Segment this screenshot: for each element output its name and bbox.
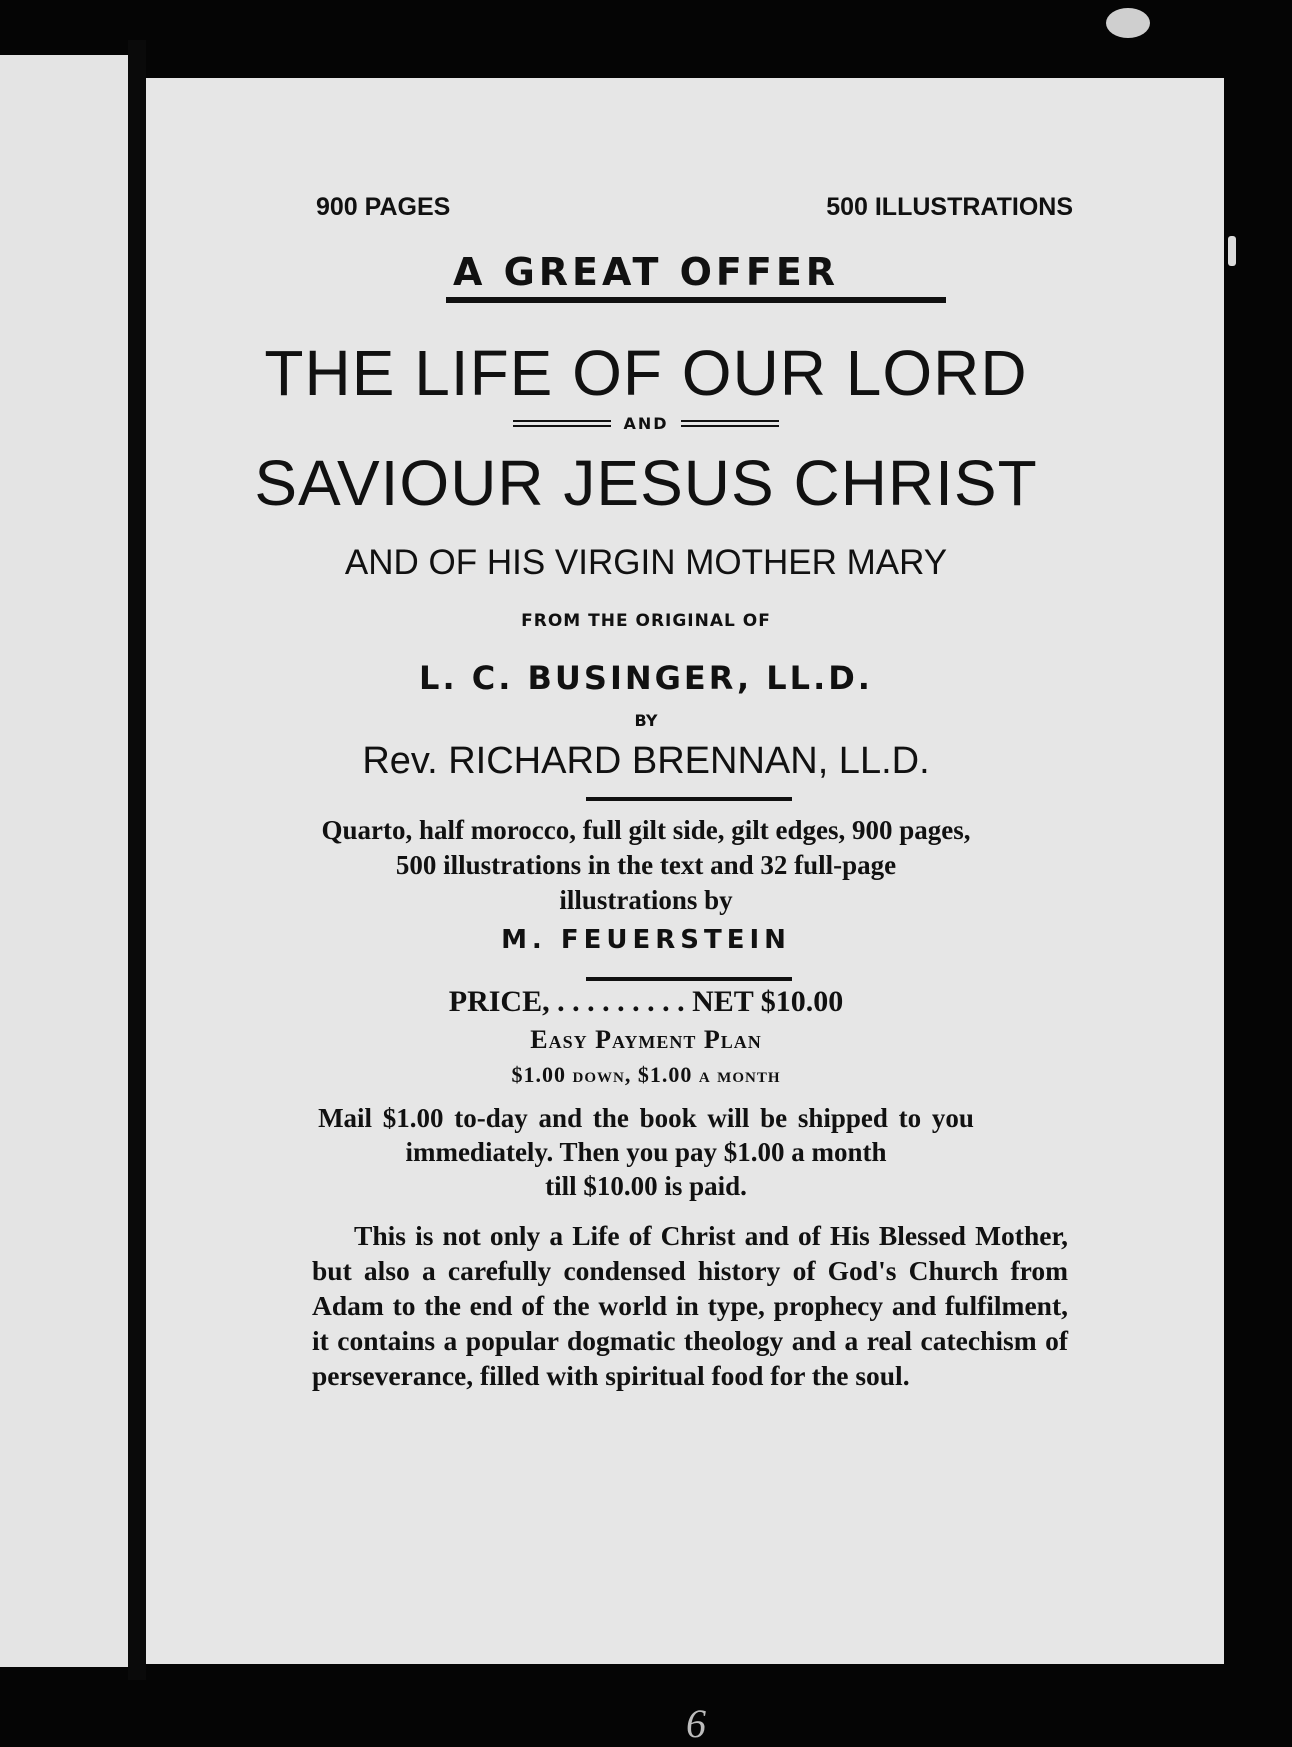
- double-rule-right: [681, 420, 779, 427]
- price-line: PRICE, . . . . . . . . . NET $10.00: [448, 985, 844, 1018]
- title-connector: [0, 414, 1292, 433]
- title-line-1: THE LIFE OF OUR LORD: [264, 337, 1028, 409]
- description-line-2: 500 illustrations in the text and 32 full-page: [395, 850, 897, 880]
- mail-offer-line-2: immediately. Then you pay $1.00 a month: [405, 1137, 887, 1167]
- mail-offer-line-1: Mail $1.00 to-day and the book will be shipped to you: [318, 1103, 974, 1133]
- divider-rule: [586, 977, 792, 981]
- title-line-2: SAVIOUR JESUS CHRIST: [254, 447, 1038, 519]
- mail-offer-line-3: till $10.00 is paid.: [545, 1171, 747, 1201]
- payment-terms: $1.00 down, $1.00 a month: [511, 1062, 781, 1087]
- offer-underline: [446, 297, 946, 303]
- from-original-line: FROM THE ORIGINAL OF: [521, 611, 771, 631]
- original-author: L. C. BUSINGER, LL.D.: [419, 659, 873, 697]
- double-rule-left: [513, 420, 611, 427]
- page-count-header: 900 PAGES: [316, 193, 451, 221]
- divider-rule: [586, 797, 792, 801]
- handwritten-page-mark: 6: [686, 1701, 706, 1746]
- description-line-1: Quarto, half morocco, full gilt side, gilt edges, 900 pages,: [321, 815, 971, 845]
- connector-word: AND: [623, 414, 669, 433]
- scan-speck: [1106, 8, 1150, 38]
- description-paragraph: This is not only a Life of Christ and of His Blessed Mother, but also a carefully condensed history of God's Church from Adam to the end of the world in type, prophecy and fulfilment, it contains a popular dogmatic theology and a real catechism of perseverance, filled with spiritual food for the soul.: [312, 1220, 1068, 1391]
- by-line: BY: [634, 711, 658, 730]
- payment-plan-heading: Easy Payment Plan: [530, 1025, 762, 1054]
- translator-name: Rev. RICHARD BRENNAN, LL.D.: [362, 740, 930, 782]
- illustrator-name: M. FEUERSTEIN: [501, 925, 791, 955]
- illustration-count-header: 500 ILLUSTRATIONS: [826, 193, 1073, 221]
- subtitle: AND OF HIS VIRGIN MOTHER MARY: [344, 543, 948, 582]
- offer-heading: A GREAT OFFER: [452, 250, 840, 294]
- description-line-3: illustrations by: [559, 885, 733, 915]
